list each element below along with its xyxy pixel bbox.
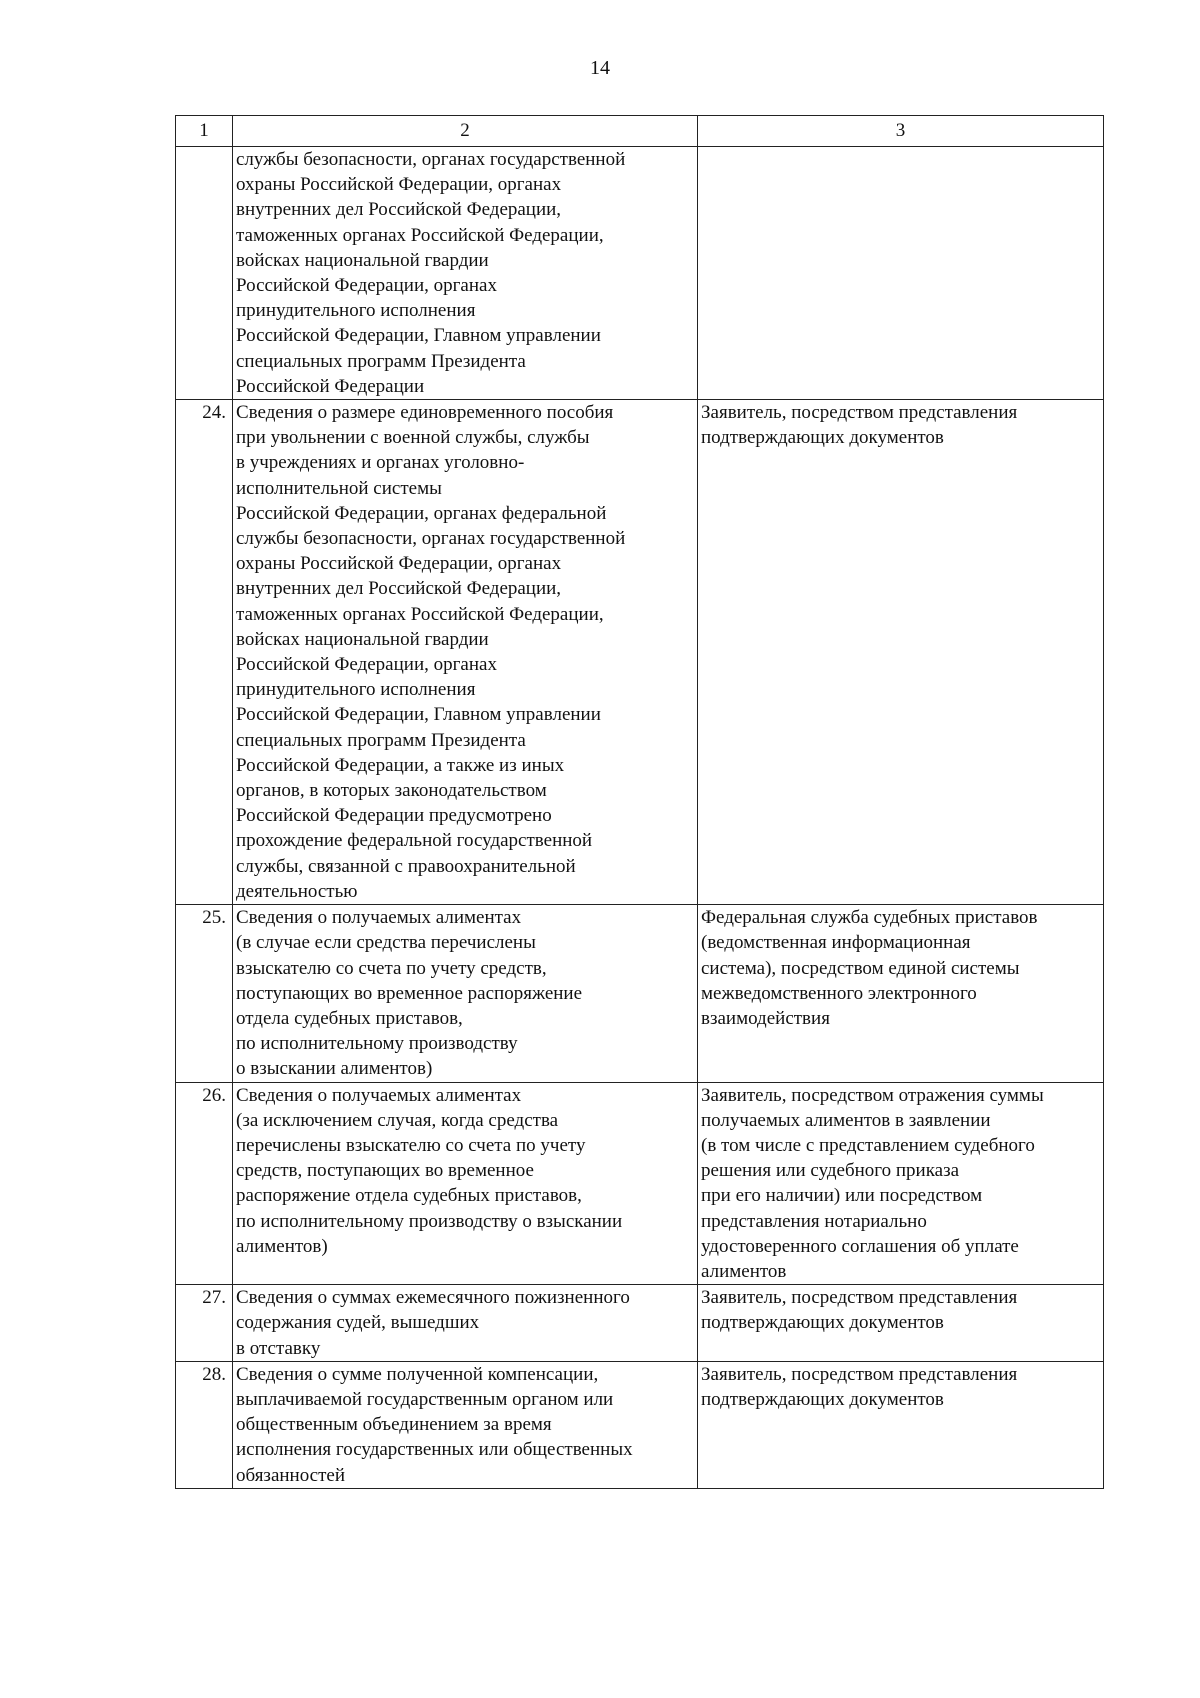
text-line: средств, поступающих во временное: [236, 1160, 534, 1182]
text-line: подтверждающих документов: [701, 1312, 944, 1334]
text-line: взаимодействия: [701, 1007, 830, 1029]
column-header-2: 2: [233, 116, 698, 147]
text-line: специальных программ Президента: [236, 350, 526, 372]
text-line: (в том числе с представлением судебного: [701, 1134, 1035, 1156]
text-line: Российской Федерации предусмотрено: [236, 805, 552, 827]
text-line: исполнения государственных или общественных: [236, 1439, 633, 1461]
column-header-3: 3: [698, 116, 1104, 147]
text-line: Российской Федерации, органах: [236, 275, 497, 297]
text-line: в учреждениях и органах уголовно-: [236, 452, 525, 474]
text-line: получаемых алиментов в заявлении: [701, 1109, 991, 1131]
text-line: о взыскании алиментов): [236, 1058, 433, 1080]
source-cell: [698, 905, 1104, 1082]
text-line: Российской Федерации: [236, 375, 425, 397]
text-line: поступающих во временное распоряжение: [236, 982, 583, 1004]
text-line: подтверждающих документов: [701, 1388, 944, 1410]
text-line: Российской Федерации, органах: [236, 654, 497, 676]
row-number: 24.: [176, 400, 233, 905]
text-line: алиментов: [701, 1260, 787, 1282]
information-cell: [233, 1285, 698, 1362]
text-line: прохождение федеральной государственной: [236, 830, 593, 852]
text-line: Сведения о получаемых алиментах: [236, 1084, 522, 1106]
page-number: 14: [590, 57, 610, 79]
text-line: общественным объединением за время: [236, 1414, 552, 1436]
text-line: принудительного исполнения: [236, 300, 476, 322]
text-line: межведомственного электронного: [701, 982, 977, 1004]
text-line: Российской Федерации, а также из иных: [236, 754, 565, 776]
table-body: [176, 147, 1104, 1489]
text-line: Заявитель, посредством отражения суммы: [701, 1084, 1044, 1106]
text-line: (за исключением случая, когда средства: [236, 1109, 559, 1131]
text-line: (ведомственная информационная: [701, 932, 971, 954]
text-line: (в случае если средства перечислены: [236, 932, 536, 954]
text-line: таможенных органах Российской Федерации,: [236, 603, 604, 625]
text-line: Сведения о размере единовременного пособия: [236, 402, 614, 424]
table-row: [176, 1285, 1104, 1362]
text-line: таможенных органах Российской Федерации,: [236, 224, 604, 246]
text-line: деятельностью: [236, 880, 358, 902]
text-line: охраны Российской Федерации, органах: [236, 553, 562, 575]
text-line: войсках национальной гвардии: [236, 628, 489, 650]
text-line: Сведения о сумме полученной компенсации,: [236, 1363, 599, 1385]
text-line: распоряжение отдела судебных приставов,: [236, 1185, 582, 1207]
text-line: Заявитель, посредством представления: [701, 1287, 1018, 1309]
text-line: система), посредством единой системы: [701, 957, 1020, 979]
data-table: [175, 115, 1104, 1489]
row-number: 25.: [176, 905, 233, 1082]
text-line: внутренних дел Российской Федерации,: [236, 199, 562, 221]
text-line: Российской Федерации, Главном управлении: [236, 704, 601, 726]
text-line: службы, связанной с правоохранительной: [236, 855, 576, 877]
row-number: [176, 147, 233, 400]
text-line: подтверждающих документов: [701, 427, 944, 449]
table-row: [176, 1361, 1104, 1488]
information-cell: [233, 400, 698, 905]
text-line: содержания судей, вышедших: [236, 1312, 480, 1334]
header-row: [176, 116, 1104, 147]
table-row: [176, 147, 1104, 400]
text-line: Заявитель, посредством представления: [701, 402, 1018, 424]
text-line: службы безопасности, органах государственной: [236, 149, 626, 170]
source-cell: [698, 147, 1104, 400]
text-line: по исполнительному производству: [236, 1033, 518, 1055]
table-row: [176, 905, 1104, 1082]
information-cell: [233, 147, 698, 400]
text-line: службы безопасности, органах государственной: [236, 528, 626, 550]
information-cell: [233, 1082, 698, 1285]
source-cell: [698, 400, 1104, 905]
text-line: Российской Федерации, органах федеральной: [236, 502, 607, 524]
row-number: 27.: [176, 1285, 233, 1362]
source-cell: [698, 1285, 1104, 1362]
text-line: решения или судебного приказа: [701, 1160, 960, 1182]
text-line: обязанностей: [236, 1464, 346, 1486]
text-line: Федеральная служба судебных приставов: [701, 907, 1038, 929]
text-line: органов, в которых законодательством: [236, 780, 547, 802]
text-line: взыскателю со счета по учету средств,: [236, 957, 547, 979]
text-line: в отставку: [236, 1337, 321, 1359]
text-line: выплачиваемой государственным органом или: [236, 1388, 614, 1410]
text-line: перечислены взыскателю со счета по учету: [236, 1134, 586, 1156]
text-line: специальных программ Президента: [236, 729, 526, 751]
source-cell: [698, 1361, 1104, 1488]
text-line: Заявитель, посредством представления: [701, 1363, 1018, 1385]
text-line: принудительного исполнения: [236, 679, 476, 701]
text-line: Сведения о получаемых алиментах: [236, 907, 522, 929]
text-line: по исполнительному производству о взыскании: [236, 1210, 623, 1232]
source-cell: [698, 1082, 1104, 1285]
text-line: Российской Федерации, Главном управлении: [236, 325, 601, 347]
text-line: Сведения о суммах ежемесячного пожизненного: [236, 1287, 630, 1309]
table-row: [176, 1082, 1104, 1285]
text-line: при его наличии) или посредством: [701, 1185, 983, 1207]
column-header-1: 1: [176, 116, 233, 147]
row-number: 26.: [176, 1082, 233, 1285]
information-cell: [233, 905, 698, 1082]
text-line: удостоверенного соглашения об уплате: [701, 1235, 1019, 1257]
text-line: алиментов): [236, 1235, 328, 1257]
text-line: войсках национальной гвардии: [236, 249, 489, 271]
text-line: представления нотариально: [701, 1210, 927, 1232]
information-cell: [233, 1361, 698, 1488]
row-number: 28.: [176, 1361, 233, 1488]
text-line: охраны Российской Федерации, органах: [236, 174, 562, 196]
text-line: исполнительной системы: [236, 477, 442, 499]
table-row: [176, 400, 1104, 905]
text-line: внутренних дел Российской Федерации,: [236, 578, 562, 600]
table-header: [176, 116, 1104, 147]
text-line: при увольнении с военной службы, службы: [236, 427, 590, 449]
text-line: отдела судебных приставов,: [236, 1007, 463, 1029]
